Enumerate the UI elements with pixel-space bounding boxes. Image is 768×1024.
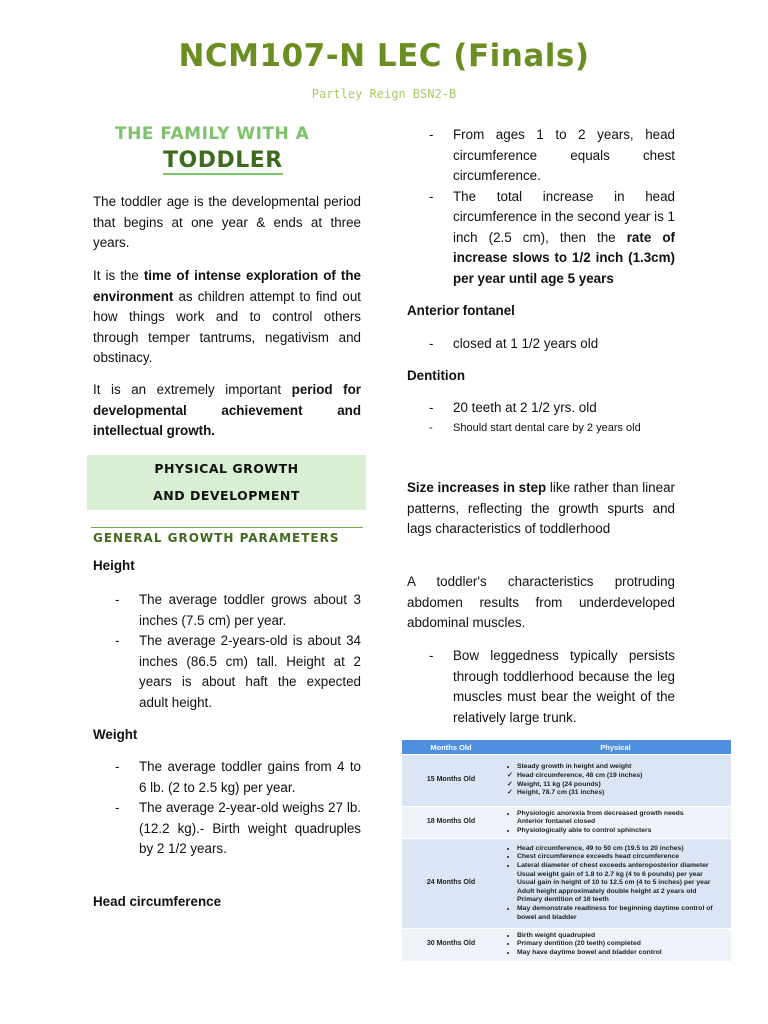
- growth-parameters-heading: GENERAL GROWTH PARAMETERS: [93, 531, 340, 545]
- box-line-1: PHYSICAL GROWTH: [154, 461, 299, 476]
- size-paragraph: Size increases in step like rather than linear patterns, reflecting the growth spurts and lags characteristics of toddlerhood: [407, 480, 675, 536]
- list-item: - The average toddler grows about 3 inches (7.5 cm) per year.: [115, 592, 361, 628]
- list-item: - 20 teeth at 2 1/2 yrs. old: [429, 400, 597, 415]
- table-header-physical: Physical: [500, 740, 731, 755]
- age-cell: 30 Months Old: [402, 929, 500, 961]
- table-row: [402, 839, 731, 929]
- age-cell: 15 Months Old: [402, 755, 500, 807]
- age-cell: 24 Months Old: [402, 839, 500, 929]
- abdomen-paragraph: A toddler's characteristics protruding abdomen results from underdeveloped abdominal muscles.: [407, 574, 675, 630]
- list-item: - From ages 1 to 2 years, head circumference equals chest circumference.: [429, 127, 675, 183]
- box-line-2: AND DEVELOPMENT: [153, 488, 300, 503]
- table-row: [402, 929, 731, 961]
- age-cell: 18 Months Old: [402, 807, 500, 839]
- author-line: Partley Reign BSN2-B: [311, 87, 457, 101]
- list-item: - closed at 1 1/2 years old: [429, 336, 599, 351]
- fontanel-label: Anterior fontanel: [407, 303, 515, 318]
- intro-paragraph-3: It is an extremely important period for developmental achievement and intellectual growth.: [93, 382, 361, 438]
- page-title: NCM107-N LEC (Finals): [178, 38, 590, 74]
- fontanel-list: [407, 334, 675, 355]
- list-item: - Bow leggedness typically persists through toddlerhood because the leg muscles must bear the weight of the relatively large trunk.: [429, 648, 675, 725]
- intro-paragraph-1: The toddler age is the developmental period that begins at one year & ends at three years.: [93, 194, 361, 250]
- table-row: [402, 807, 731, 839]
- list-item: - The average 2-years-old is about 34 inches (86.5 cm) tall. Height at 2 years is about haft the expected adult height.: [115, 633, 361, 710]
- section-heading-line2: TODDLER: [163, 148, 283, 173]
- dentition-label: Dentition: [407, 368, 466, 383]
- height-label: Height: [93, 558, 135, 573]
- table-row: [402, 755, 731, 807]
- physical-milestones-table: [402, 740, 731, 961]
- list-item: - The total increase in head circumference in the second year is 1 inch (2.5 cm), then the rate of increase slows to 1/2 inch (1.3cm) per year until age 5 years: [429, 188, 675, 286]
- divider: [91, 527, 363, 528]
- bow-list: [407, 646, 675, 728]
- physical-growth-box: [87, 455, 366, 510]
- head-list: [407, 125, 675, 289]
- weight-list: [93, 757, 361, 860]
- list-item: - The average 2-year-old weighs 27 lb. (12.2 kg).- Birth weight quadruples by 2 1/2 years.: [115, 800, 361, 856]
- items-cell: • Steady growth in height and weight ✓ Head circumference, 48 cm (19 inches) ✓ Weight, 11 kg (24 pounds) ✓ Height, 78.7 cm (31 inches): [500, 755, 731, 807]
- list-item: - The average toddler gains from 4 to 6 lb. (2 to 2.5 kg) per year.: [115, 759, 361, 795]
- intro-paragraph-2: It is the time of intense exploration of the environment as children attempt to find out how things work and to control others through temper tantrums, negativism and obstinacy.: [93, 268, 361, 365]
- table-header-months: Months Old: [402, 740, 500, 755]
- items-cell: • Birth weight quadrupled • Primary dentition (20 teeth) completed • May have daytime bowel and bladder control: [500, 929, 731, 961]
- head-circumference-label: Head circumference: [93, 894, 222, 909]
- section-heading-line1: THE FAMILY WITH A: [115, 124, 310, 144]
- items-cell: • Head circumference, 49 to 50 cm (19.5 to 20 inches) • Chest circumference exceeds head circumference • Lateral diameter of chest exceeds anteroposterior diameter Usual weight gain of 1.8 to 2.7 kg (4 to 6 pounds) per year Usual gain in height of 10 to 12.5 cm (4 to 5 inches) per year Adult height approximately double height at 2 years old Primary dentition of 16 teeth • May demonstrate readiness for beginning daytime control of bowel and bladder: [500, 839, 731, 929]
- dentition-list: [407, 398, 675, 437]
- list-item: - Should start dental care by 2 years old: [429, 421, 641, 434]
- height-list: [93, 590, 361, 713]
- items-cell: • Physiologic anorexia from decreased growth needs Anterior fontanel closed • Physiologically able to control sphincters: [500, 807, 731, 839]
- weight-label: Weight: [93, 727, 138, 742]
